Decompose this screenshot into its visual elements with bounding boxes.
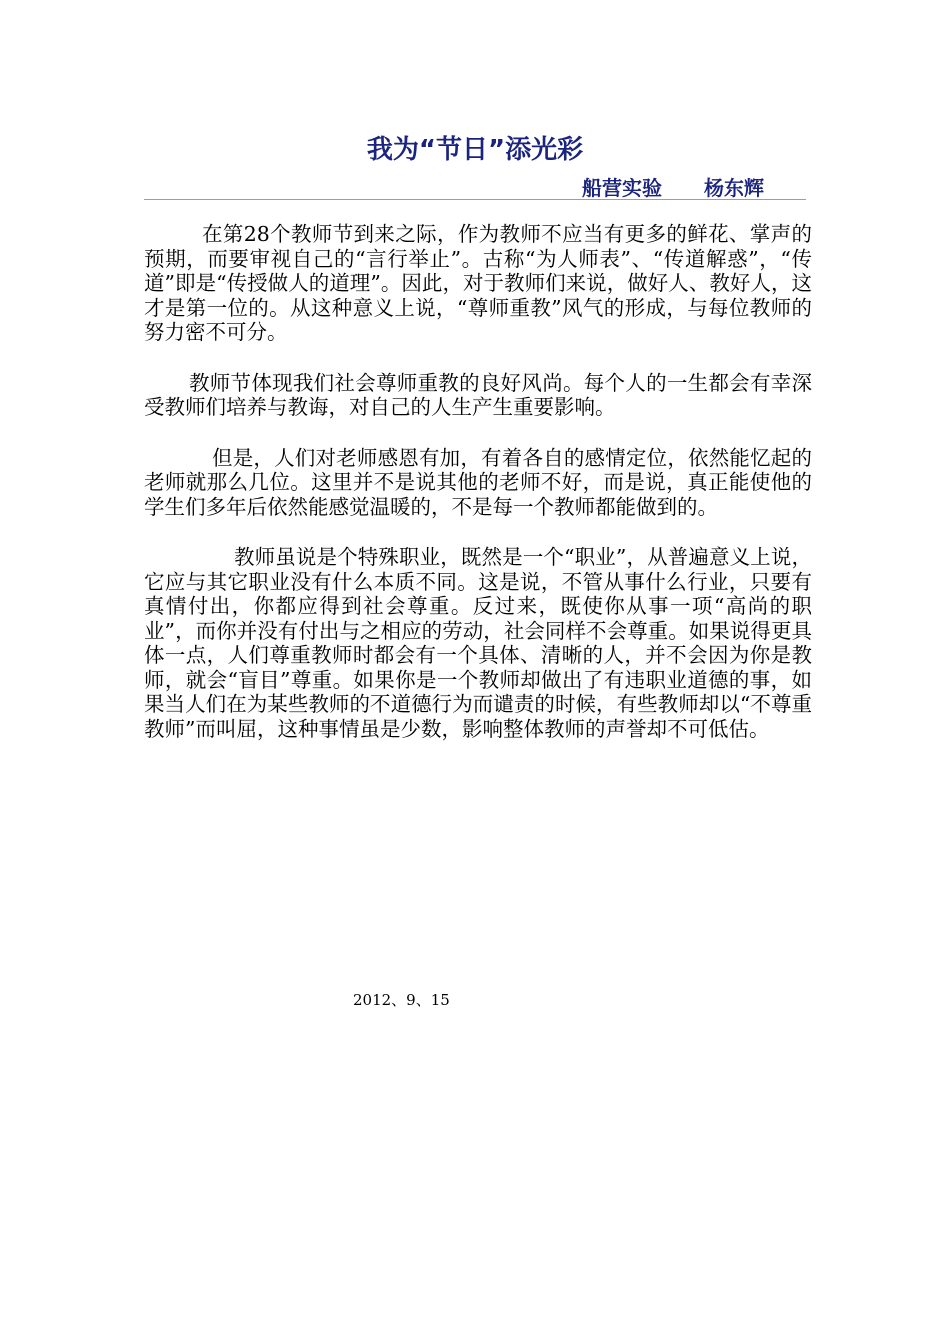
paragraph-3: 但是，人们对老师感恩有加，有着各自的感情定位，依然能忆起的老师就那么几位。这里并不是说其他的老师不好，而是说，真正能使他的学生们多年后依然能感觉温暖的，不是每一个教师都能做到的。: [144, 445, 812, 519]
byline-author: 杨东辉: [704, 176, 764, 200]
byline-school: 船营实验: [582, 176, 662, 200]
paragraph-4: 教师虽说是个特殊职业，既然是一个“职业”，从普遍意义上说，它应与其它职业没有什么本质不同。这是说，不管从事什么行业，只要有真情付出，你都应得到社会尊重。反过来，既使你从事一项“高尚的职业”，而你并没有付出与之相应的劳动，社会同样不会尊重。如果说得更具体一点，人们尊重教师时都会有一个具体、清晰的人，并不会因为你是教师，就会“盲目”尊重。如果你是一个教师却做出了有违职业道德的事，如果当人们在为某些教师的不道德行为而谴责的时候，有些教师却以“不尊重教师”而叫屈，这种事情虽是少数，影响整体教师的声誉却不可低估。: [144, 545, 812, 741]
article-body: [144, 222, 812, 767]
article-title: 我为“节日”添光彩: [366, 135, 584, 165]
byline: [560, 175, 810, 201]
paragraph-1: 在第28个教师节到来之际，作为教师不应当有更多的鲜花、掌声的预期，而要审视自己的“言行举止”。古称“为人师表”、“传道解惑”，“传道”即是“传授做人的道理”。因此，对于教师们来说，做好人、教好人，这才是第一位的。从这种意义上说，“尊师重教”风气的形成，与每位教师的努力密不可分。: [144, 222, 812, 344]
header-divider: [144, 199, 806, 200]
paragraph-2: 教师节体现我们社会尊师重教的良好风尚。每个人的一生都会有幸深受教师们培养与教诲，对自己的人生产生重要影响。: [144, 370, 812, 419]
article-date: 2012、9、15: [353, 991, 450, 1009]
